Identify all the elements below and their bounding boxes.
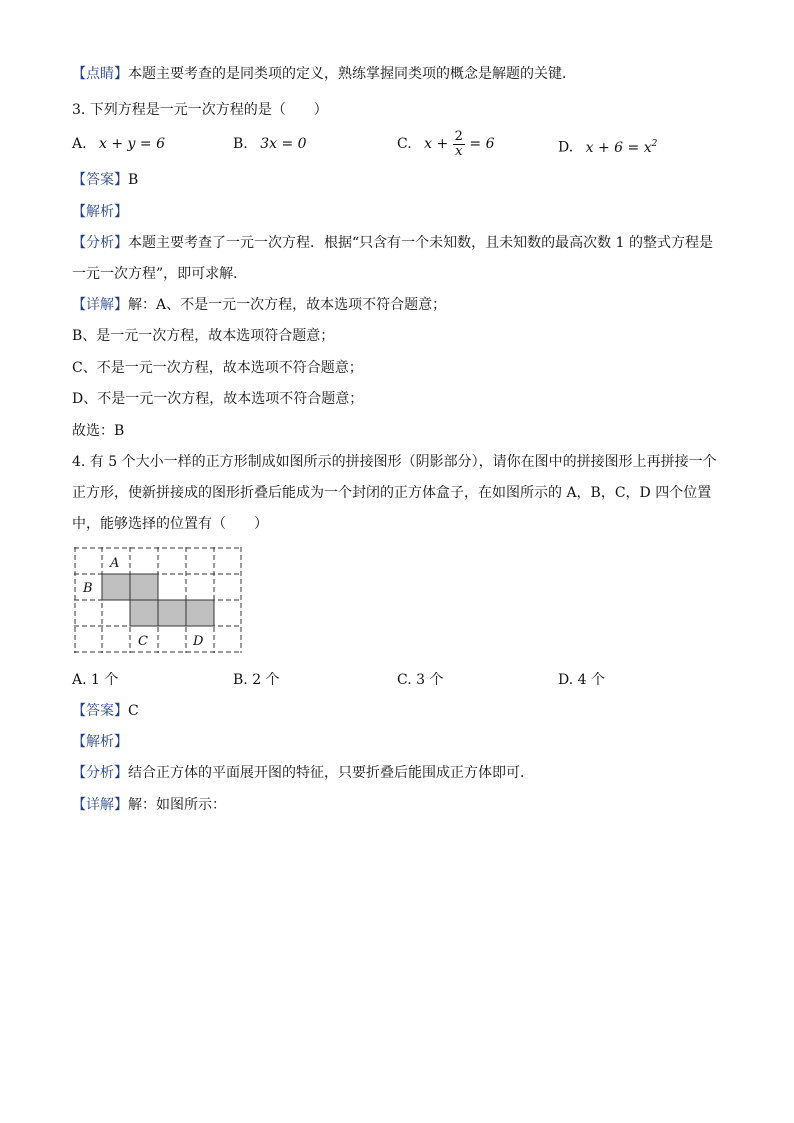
label-a: A (110, 556, 120, 571)
question-4-line3: 中，能够选择的位置有（ ） (72, 516, 268, 532)
tag-dianjing: 【点睛】 (72, 66, 128, 82)
xiangjie-1-text: 解：A、不是一元一次方程，故本选项不符合题意； (128, 297, 447, 313)
xiangjie-b-line: B、是一元一次方程，故本选项符合题意； (72, 328, 335, 344)
label-d: D (193, 634, 204, 649)
xiangjie-1 (72, 295, 446, 315)
shaded-square (130, 574, 158, 600)
fenxi-2-text: 结合正方体的平面展开图的特征，只要折叠后能围成正方体即可． (128, 765, 534, 781)
fraction-denominator: x (455, 143, 463, 159)
jiexi-1: 【解析】 (72, 204, 128, 220)
q3-option-c (397, 126, 494, 162)
answer-1 (72, 170, 138, 190)
shaded-square (186, 600, 214, 626)
xiangjie-c-line: C、不是一元一次方程，故本选项不符合题意； (72, 360, 363, 376)
option-a-label: A. (72, 136, 87, 152)
tag-xiangjie-2: 【详解】 (72, 797, 128, 813)
answer-1-value: B (128, 172, 139, 188)
option-a-math: x + y = 6 (99, 136, 165, 152)
option-c-label: C. (397, 136, 412, 152)
xiangjie-2 (72, 795, 226, 815)
option-d-label: D. (558, 139, 574, 156)
label-b: B (83, 581, 93, 596)
xiangjie-2-text: 解：如图所示： (128, 797, 226, 813)
tag-answer-2: 【答案】 (72, 703, 128, 719)
cube-net-figure (74, 547, 244, 655)
fenxi-1-line1 (72, 233, 713, 253)
shaded-square (102, 574, 130, 600)
option-b-math: 3x = 0 (260, 136, 307, 152)
option-c-fraction (453, 130, 465, 159)
fenxi-2 (72, 763, 534, 783)
fenxi-1-line2: 一元一次方程”，即可求解． (72, 266, 248, 282)
shaded-square (130, 600, 158, 626)
option-b-label: B. (233, 136, 248, 152)
question-3: 3. 下列方程是一元一次方程的是（ ） (72, 102, 328, 118)
tag-xiangjie-1: 【详解】 (72, 297, 128, 313)
q3-option-d (558, 134, 657, 158)
dianjing-text: 本题主要考查的是同类项的定义，熟练掌握同类项的概念是解题的关键． (128, 66, 576, 82)
question-4-line1: 4. 有 5 个大小一样的正方形制成如图所示的拼接图形（阴影部分），请你在图中的拼接图形上再拼接一个 (72, 454, 717, 470)
tag-answer-1: 【答案】 (72, 172, 128, 188)
option-d-math: x + 6 = x (585, 139, 652, 156)
xiangjie-d-line: D、不是一元一次方程，故本选项不符合题意； (72, 391, 364, 407)
option-c-pre: x + (424, 136, 449, 152)
fenxi-1-text1: 本题主要考查了一元一次方程．根据“只含有一个未知数，且未知数的最高次数 1 的整式方程是 (128, 235, 713, 251)
answer-2-value: C (128, 703, 139, 719)
answer-2 (72, 701, 139, 721)
q4-option-b: B. 2 个 (233, 672, 280, 688)
shaded-square (158, 600, 186, 626)
question-4-line2: 正方形，使新拼接成的图形折叠后能成为一个封闭的正方体盒子，在如图所示的 A，B，C，D 四个位置 (72, 485, 712, 501)
option-c-post: = 6 (469, 136, 495, 152)
q4-option-a: A. 1 个 (72, 672, 119, 688)
q3-option-b (233, 134, 307, 154)
fraction-numerator: 2 (454, 128, 463, 144)
tag-fenxi-1: 【分析】 (72, 235, 128, 251)
tag-fenxi-2: 【分析】 (72, 765, 128, 781)
q3-option-a (72, 134, 165, 154)
q4-option-d: D. 4 个 (558, 672, 605, 688)
line-dianjing (72, 64, 576, 84)
conclusion-1: 故选：B (72, 423, 125, 439)
label-c: C (138, 634, 148, 649)
q4-option-c: C. 3 个 (397, 672, 444, 688)
jiexi-2: 【解析】 (72, 734, 128, 750)
option-d-exponent: 2 (651, 139, 658, 149)
